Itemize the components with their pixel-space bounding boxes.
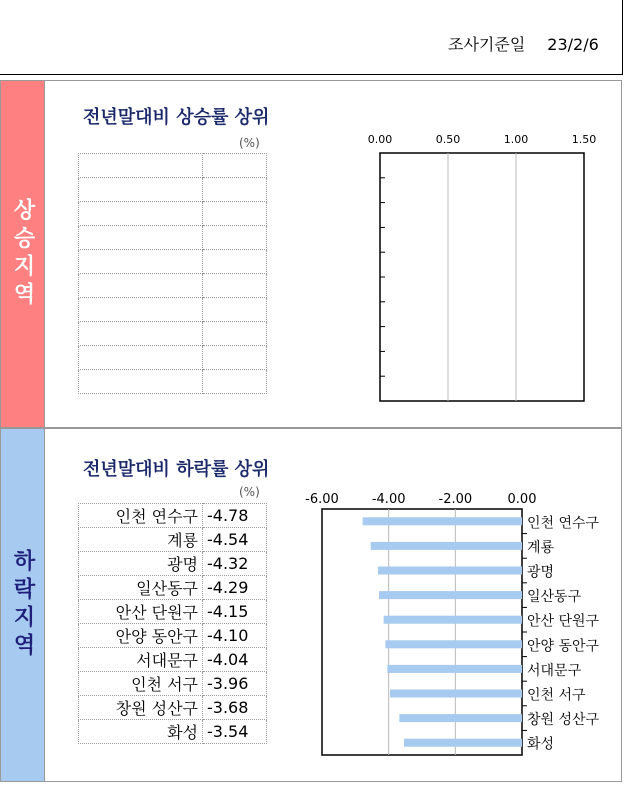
category-label: 화성 xyxy=(527,736,555,753)
rise-table-row xyxy=(79,202,267,226)
rise-row-value xyxy=(203,370,267,394)
rise-table-row xyxy=(79,250,267,274)
rise-section xyxy=(0,80,622,428)
rise-row-name xyxy=(79,298,203,322)
fall-side-label: 하락지역 xyxy=(10,549,35,661)
fall-row-name: 계룡 xyxy=(79,528,203,552)
fall-table-row xyxy=(79,672,267,696)
fall-table-row xyxy=(79,600,267,624)
header xyxy=(0,0,623,75)
fall-row-value: -4.10 xyxy=(203,624,267,648)
category-label: 창원 성산구 xyxy=(527,712,600,729)
x-tick-label: 0.50 xyxy=(435,133,461,146)
category-label: 일산동구 xyxy=(527,589,582,606)
rise-row-value xyxy=(203,322,267,346)
rise-table-row xyxy=(79,370,267,394)
fall-row-name: 인천 연수구 xyxy=(79,504,203,528)
fall-table-row xyxy=(79,528,267,552)
category-label: 광명 xyxy=(527,564,555,581)
x-tick-label: 0.00 xyxy=(507,492,537,507)
category-label: 계룡 xyxy=(527,539,555,556)
fall-row-name: 화성 xyxy=(79,720,203,744)
x-tick-label: -2.00 xyxy=(438,492,473,507)
fall-row-name: 일산동구 xyxy=(79,576,203,600)
rise-row-value xyxy=(203,178,267,202)
rise-row-name xyxy=(79,226,203,250)
rise-row-name xyxy=(79,154,203,178)
bar xyxy=(371,542,522,550)
bar xyxy=(378,567,522,575)
x-tick-label: 1.00 xyxy=(503,133,529,146)
fall-table-row xyxy=(79,576,267,600)
category-label: 안산 단원구 xyxy=(527,613,600,630)
fall-table-row xyxy=(79,624,267,648)
bar xyxy=(385,640,522,648)
fall-chart xyxy=(297,485,607,785)
rise-row-name xyxy=(79,202,203,226)
rise-chart xyxy=(357,129,597,409)
fall-table-row xyxy=(79,552,267,576)
fall-side-bar xyxy=(1,429,45,781)
fall-row-name: 인천 서구 xyxy=(79,672,203,696)
fall-row-value: -4.15 xyxy=(203,600,267,624)
x-tick-label: -4.00 xyxy=(371,492,406,507)
fall-section xyxy=(0,428,622,782)
rise-row-name xyxy=(79,370,203,394)
bar xyxy=(399,714,522,722)
fall-title: 전년말대비 하락률 상위 xyxy=(83,459,270,480)
rise-row-value xyxy=(203,346,267,370)
category-label: 안양 동안구 xyxy=(527,638,600,655)
x-tick-label: 0.00 xyxy=(367,133,393,146)
survey-date-value: 23/2/6 xyxy=(547,35,599,54)
rise-row-name xyxy=(79,346,203,370)
fall-row-value: -4.04 xyxy=(203,648,267,672)
rise-row-name xyxy=(79,274,203,298)
x-tick-label: 1.50 xyxy=(571,133,597,146)
category-label: 인천 연수구 xyxy=(527,515,600,532)
fall-row-value: -4.54 xyxy=(203,528,267,552)
rise-row-value xyxy=(203,250,267,274)
bar xyxy=(404,739,522,747)
fall-table-row xyxy=(79,720,267,744)
rise-table xyxy=(78,153,267,394)
fall-row-name: 서대문구 xyxy=(79,648,203,672)
rise-table-row xyxy=(79,226,267,250)
survey-date-label: 조사기준일 xyxy=(448,35,526,54)
rise-row-value xyxy=(203,298,267,322)
rise-row-value xyxy=(203,274,267,298)
fall-row-name: 안양 동안구 xyxy=(79,624,203,648)
fall-row-value: -3.68 xyxy=(203,696,267,720)
fall-row-value: -3.96 xyxy=(203,672,267,696)
rise-table-row xyxy=(79,154,267,178)
rise-table-row xyxy=(79,274,267,298)
category-label: 서대문구 xyxy=(527,662,582,679)
fall-row-name: 창원 성산구 xyxy=(79,696,203,720)
fall-row-value: -3.54 xyxy=(203,720,267,744)
x-tick-label: -6.00 xyxy=(305,492,339,507)
rise-table-row xyxy=(79,346,267,370)
rise-unit: (%) xyxy=(239,136,260,150)
fall-row-value: -4.78 xyxy=(203,504,267,528)
fall-row-name: 광명 xyxy=(79,552,203,576)
rise-table-row xyxy=(79,298,267,322)
rise-side-bar xyxy=(1,81,45,427)
survey-date-info xyxy=(448,32,599,55)
rise-row-name xyxy=(79,250,203,274)
bar xyxy=(384,616,522,624)
fall-row-name: 안산 단원구 xyxy=(79,600,203,624)
fall-table xyxy=(78,503,267,744)
rise-table-row xyxy=(79,322,267,346)
plot-area xyxy=(380,153,584,401)
bar xyxy=(387,665,522,673)
rise-row-value xyxy=(203,154,267,178)
fall-row-value: -4.29 xyxy=(203,576,267,600)
bar xyxy=(363,517,522,525)
fall-table-row xyxy=(79,648,267,672)
fall-unit: (%) xyxy=(239,485,260,499)
rise-row-value xyxy=(203,202,267,226)
category-label: 인천 서구 xyxy=(527,687,586,704)
rise-row-name xyxy=(79,178,203,202)
rise-table-row xyxy=(79,178,267,202)
bar xyxy=(379,591,522,599)
rise-side-label: 상승지역 xyxy=(10,198,35,310)
rise-row-value xyxy=(203,226,267,250)
rise-title: 전년말대비 상승률 상위 xyxy=(83,107,270,128)
fall-row-value: -4.32 xyxy=(203,552,267,576)
fall-table-row xyxy=(79,696,267,720)
fall-table-row xyxy=(79,504,267,528)
rise-row-name xyxy=(79,322,203,346)
bar xyxy=(390,690,522,698)
